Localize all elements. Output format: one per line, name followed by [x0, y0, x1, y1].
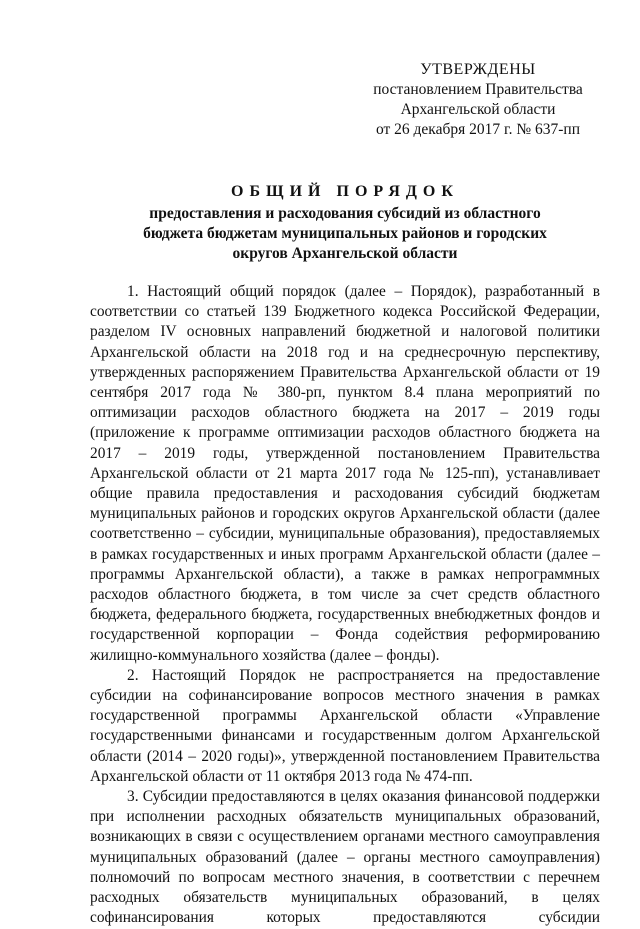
paragraph-3: 3. Субсидии предоставляются в целях оказания финансовой поддержки при исполнении расходных обязательств муниципальных образований, возникающих в связи с осуществлением органами местного самоуправления муниципальных образований (далее – органы местного самоуправления) полномочий по вопросам местного значения, в соответствии с перечнем расходных обязательств муниципальных образований, в целях софинансирования которых предоставляются субсидии [90, 788, 600, 927]
paragraph-2: 2. Настоящий Порядок не распространяется на предоставление субсидии на софинансирование вопросов местного значения в рамках государственной программы Архангельской области «Управление государственными финансами и государственным долгом Архангельской области (2014 – 2020 годы)», утвержденной постановлением Правительства Архангельской области от 11 октября 2013 года № 474-пп. [90, 666, 600, 785]
approval-line-1: постановлением Правительства [373, 81, 583, 98]
approval-stamp-title: УТВЕРЖДЕНЫ [420, 61, 536, 78]
document-title: ОБЩИЙ ПОРЯДОК [231, 183, 459, 200]
approval-block [360, 60, 596, 140]
document-subtitle-line-1: предоставления и расходования субсидий из областного [149, 205, 541, 222]
approval-line-2: Архангельской области [400, 101, 556, 118]
document-subtitle-line-3: округов Архангельской области [232, 245, 458, 262]
paragraph-1: 1. Настоящий общий порядок (далее – Порядок), разработанный в соответствии со статьей 139 Бюджетного кодекса Российской Федерации, разделом IV основных направлений бюджетной и налоговой политики Архангельской области на 2018 год и на среднесрочную перспективу, утвержденных распоряжением Правительства Архангельской области от 19 сентября 2017 года № 380-рп, пунктом 8.4 плана мероприятий по оптимизации расходов областного бюджета на 2017 – 2019 годы (приложение к программе оптимизации расходов областного бюджета на 2017 – 2019 годы, утвержденной постановлением Правительства Архангельской области от 21 марта 2017 года № 125-пп), устанавливает общие правила предоставления и расходования субсидий бюджетам муниципальных районов и городских округов Архангельской области (далее соответственно – субсидии, муниципальные образования), предоставляемых в рамках государственных и иных программ Архангельской области (далее – программы Архангельской области), а также в рамках непрограммных расходов областного бюджета, в том числе за счет средств областного бюджета, федерального бюджета, государственных внебюджетных фондов и государственной корпорации – Фонда содействия реформированию жилищно-коммунального хозяйства (далее – фонды). [90, 283, 600, 664]
document-heading [90, 181, 600, 264]
document-subtitle-line-2: бюджета бюджетам муниципальных районов и городских [143, 225, 547, 242]
document-body [90, 282, 600, 929]
approval-line-3: от 26 декабря 2017 г. № 637-пп [375, 121, 581, 138]
